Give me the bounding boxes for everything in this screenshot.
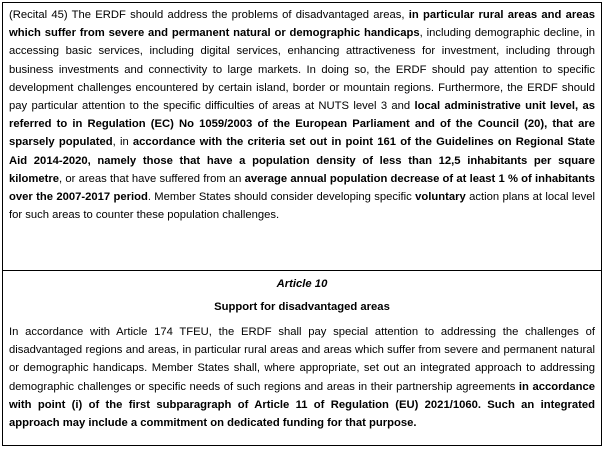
article-cell <box>3 271 601 434</box>
article-text: In accordance with Article 174 TFEU, the ERDF shall pay special attention to addressing the challenges of disadvantaged regions and areas, in particular rural areas and areas which suffer from severe and permanent natural or demographic handicaps. Member States shall, where appropriate, set out an integrated approach to addressing demographic challenges or specific needs of such regions and areas in their partnership agreements <box>9 326 595 393</box>
article-title: Article 10 <box>276 278 328 290</box>
recital-text: action plans at local level for such areas to counter these population challenges. <box>9 191 596 222</box>
recital-paragraph <box>9 6 595 224</box>
recital-text-bold: local administrative unit level, as referred to in Regulation (EC) No 1059/2003 of the European Parliament and of the Council (20), that are sparsely populated <box>9 100 595 149</box>
recital-text: . Member States should consider developing specific <box>147 191 416 204</box>
article-text-bold: in accordance with point (i) of the first subparagraph of Article 11 of Regulation (EU) 2021/1060. Such an integrated approach may include a commitment on dedicated funding for that purpose. <box>9 380 595 430</box>
document-table <box>2 2 602 446</box>
recital-text-bold: accordance with the criteria set out in point 161 of the Guidelines on Regional State Aid 2014-2020, namely those that have a population density of less than 12,5 inhabitants per square kilometre <box>9 136 595 185</box>
recital-text: , including demographic decline, in accessing basic services, including digital services, enhancing attractiveness for investment, including through business investments and connectivity to large markets. In doing so, the ERDF should pay attention to specific development challenges encountered by certain island, border or mountain regions. Furthermore, the ERDF should pay particular attention to the specific difficulties of areas at NUTS level 3 and <box>9 27 595 113</box>
recital-text-bold: in particular rural areas and areas which suffer from severe and permanent natural or demographic handicaps <box>9 9 596 40</box>
article-heading: Support for disadvantaged areas <box>214 301 390 313</box>
recital-text-bold: voluntary <box>415 191 466 204</box>
recital-text: , in <box>112 136 133 149</box>
recital-cell <box>3 3 601 271</box>
recital-text: (Recital 45) The ERDF should address the problems of disadvantaged areas, <box>9 9 409 21</box>
recital-text: , or areas that have suffered from an <box>59 172 245 185</box>
article-paragraph <box>9 323 595 432</box>
recital-text-bold: average annual population decrease of at least 1 % of inhabitants over the 2007-2017 period <box>9 172 595 204</box>
